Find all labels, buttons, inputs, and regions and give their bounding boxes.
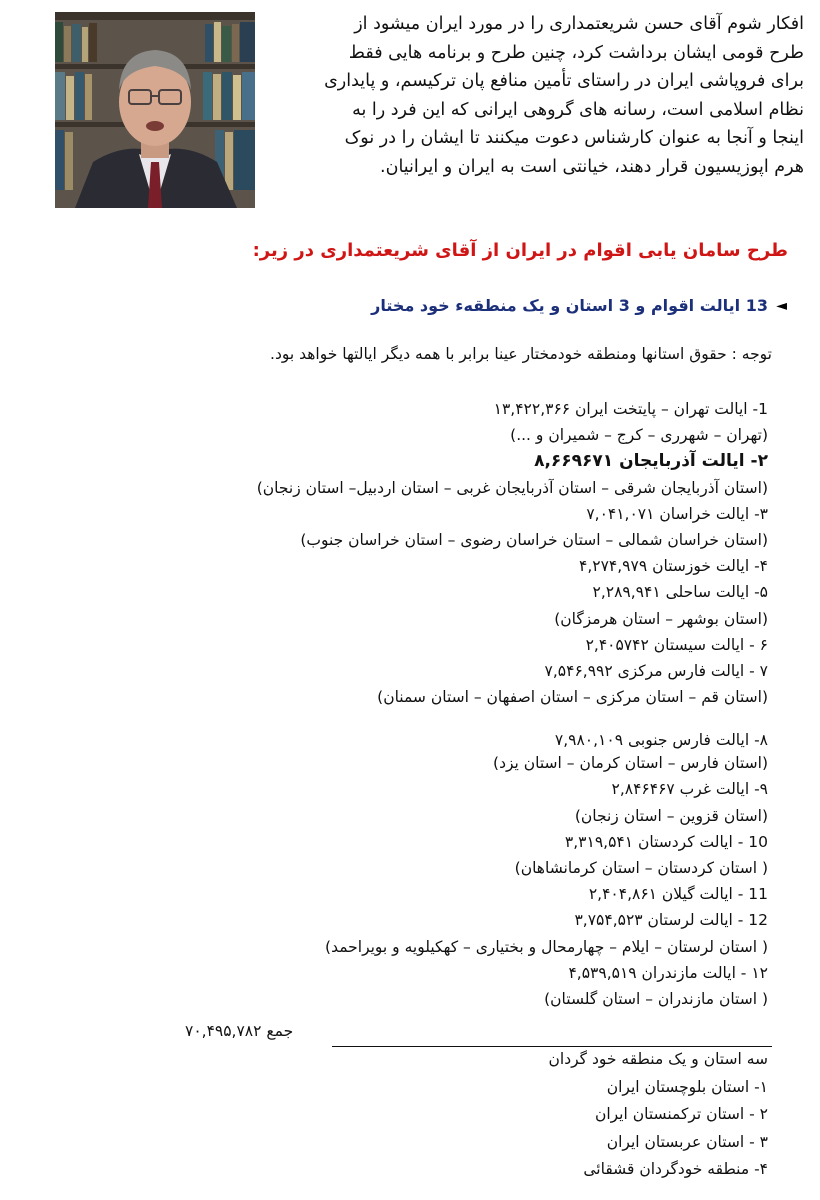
autonomous-list [148, 1046, 768, 1184]
list-item: ۱- استان بلوچستان ایران [606, 1077, 768, 1096]
intro-line: هرم اپوزیسیون قرار دهند، خیانتی است به ایران و ایرانیان. [380, 156, 804, 177]
list-item: ۳- ایالت خراسان ۷,۰۴۱,۰۷۱ [586, 504, 768, 523]
list-item: ۴- منطقه خودگردان قشقائی [583, 1160, 768, 1178]
section-subtitle: 13 ایالت اقوام و 3 استان و یک منطقهء خود مختار [371, 296, 768, 315]
intro-line: اینجا و آنجا به عنوان کارشناس دعوت میکنند تا ایشان را در نوک [344, 128, 804, 148]
intro-line: برای فروپاشی ایران در راستای تأمین منافع پان ترکیسم، و پایداری [324, 71, 804, 91]
intro-line: افکار شوم آقای حسن شریعتمداری را در مورد ایران میشود از [354, 14, 804, 34]
autonomous-heading: سه استان و یک منطقه خود گردان [548, 1050, 768, 1068]
intro-paragraph [268, 10, 804, 181]
list-item: (استان قم – استان مرکزی – استان اصفهان – استان سمنان) [377, 688, 768, 707]
province-list [148, 396, 768, 1012]
list-item: ۲- ایالت آذربایجان ۸,۶۶۹۶۷۱ [534, 451, 768, 472]
list-item: (استان خراسان شمالی – استان خراسان رضوی – استان خراسان جنوب) [300, 530, 768, 549]
list-item: ۱۲ - ایالت مازندران ۴,۵۳۹,۵۱۹ [568, 963, 768, 982]
intro-line: نظام اسلامی است، رسانه های گروهی ایرانی که این فرد را به [352, 99, 804, 120]
list-item: ۴- ایالت خوزستان ۴,۲۷۴,۹۷۹ [579, 557, 768, 576]
arrow-bullet-icon: ◄ [776, 298, 787, 314]
total-sum: جمع ۷۰,۴۹۵,۷۸۲ [185, 1022, 294, 1040]
section-title: طرح سامان یابی اقوام در ایران از آقای شریعتمداری در زیر: [252, 240, 788, 261]
list-item: ( استان مازندران – استان گلستان) [544, 989, 768, 1008]
list-item: ( استان کردستان – استان کرمانشاهان) [514, 859, 768, 877]
list-item: 12 - ایالت لرستان ۳,۷۵۴,۵۲۳ [574, 911, 768, 930]
list-item: 10 - ایالت کردستان ۳,۳۱۹,۵۴۱ [564, 832, 768, 851]
list-item: ۶ - ایالت سیستان ۲,۴۰۵۷۴۲ [585, 635, 768, 654]
list-item: ۸- ایالت فارس جنوبی ۷,۹۸۰,۱۰۹ [554, 731, 768, 750]
list-item: ۹- ایالت غرب ۲,۸۴۶۴۶۷ [611, 780, 768, 799]
list-item: ۲ - استان ترکمنستان ایران [594, 1105, 768, 1123]
list-item: ( استان لرستان – ایلام – چهارمحال و بختیاری – کهکیلویه و بویراحمد) [325, 937, 768, 956]
list-item: (استان آذربایجان شرقی – استان آذربایجان غربی – استان اردبیل– استان زنجان) [256, 478, 768, 497]
list-item: (استان فارس – استان کرمان – استان یزد) [493, 754, 768, 773]
list-item: ۷ - ایالت فارس مرکزی ۷,۵۴۶,۹۹۲ [544, 661, 768, 680]
intro-line: طرح قومی ایشان برداشت کرد، چنین طرح و برنامه هایی فقط [348, 42, 804, 63]
note-text: توجه : حقوق استانها ومنطقه خودمختار عینا برابر با همه دیگر ایالتها خواهد بود. [270, 345, 772, 363]
list-item: 1- ایالت تهران – پایتخت ایران ۱۳,۴۲۲,۳۶۶ [493, 400, 768, 418]
list-item: 11 - ایالت گیلان ۲,۴۰۴,۸۶۱ [588, 885, 768, 904]
list-item: (استان قزوین – استان زنجان) [574, 806, 768, 825]
list-item: (استان بوشهر – استان هرمزگان) [554, 609, 768, 628]
list-item: (تهران – شهرری – کرج – شمیران و ...) [510, 426, 768, 445]
list-item: ۵- ایالت ساحلی ۲,۲۸۹,۹۴۱ [592, 583, 768, 602]
portrait-photo [55, 12, 255, 208]
list-item: ۳ - استان عربستان ایران [606, 1132, 768, 1151]
